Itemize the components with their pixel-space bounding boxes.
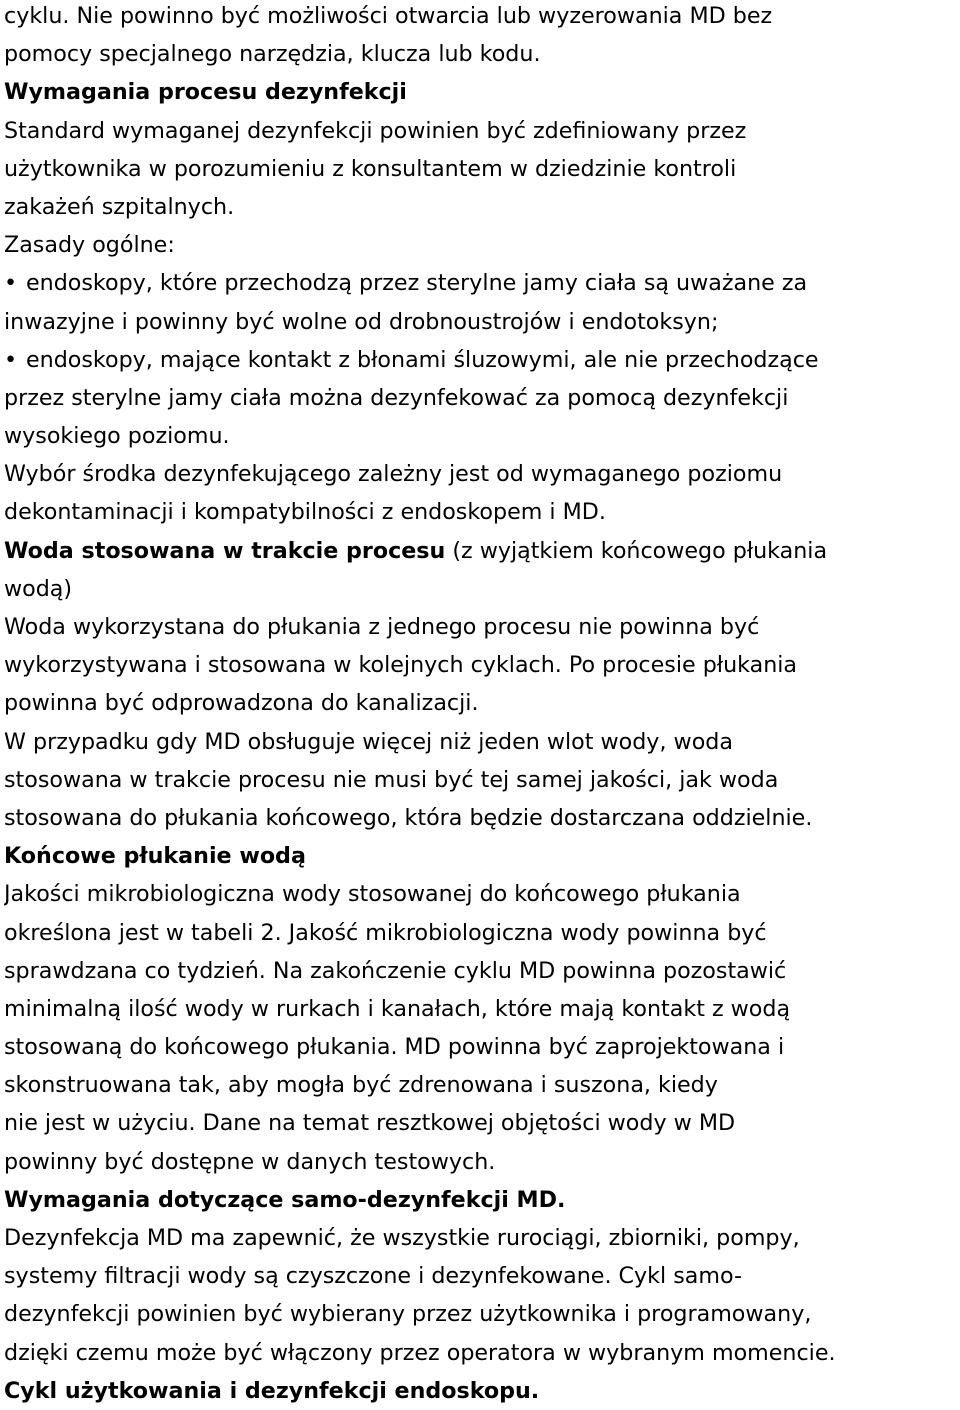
bullet-icon: • xyxy=(4,270,18,297)
text-line: W przypadku gdy MD obsługuje więcej niż jeden wlot wody, woda xyxy=(4,728,733,755)
text-line: zakażeń szpitalnych. xyxy=(4,193,235,220)
text-line: określona jest w tabeli 2. Jakość mikrobiologiczna wody powinna być xyxy=(4,919,767,946)
text-line: przez sterylne jamy ciała można dezynfekować za pomocą dezynfekcji xyxy=(4,384,789,411)
text-line: dzięki czemu może być włączony przez operatora w wybranym momencie. xyxy=(4,1339,836,1366)
text-line: wodą) xyxy=(4,575,73,602)
mixed-line xyxy=(4,532,956,570)
text-line: dekontaminacji i kompatybilności z endoskopem i MD. xyxy=(4,499,606,526)
bullet-icon: • xyxy=(4,346,18,373)
text-line: stosowaną do końcowego płukania. MD powinna być zaprojektowana i xyxy=(4,1034,785,1061)
text-line: stosowana do płukania końcowego, która będzie dostarczana oddzielnie. xyxy=(4,804,813,831)
text-line: Jakości mikrobiologiczna wody stosowanej do końcowego płukania xyxy=(4,881,741,908)
text-line: inwazyjne i powinny być wolne od drobnoustrojów i endotoksyn; xyxy=(4,308,719,335)
text-line: minimalną ilość wody w rurkach i kanałach, które mają kontakt z wodą xyxy=(4,995,791,1022)
text-line: Dezynfekcja MD ma zapewnić, że wszystkie rurociągi, zbiorniki, pompy, xyxy=(4,1225,800,1251)
text-line: cyklu. Nie powinno być możliwości otwarcia lub wyzerowania MD bez xyxy=(4,3,773,29)
section-heading: Cykl użytkowania i dezynfekcji endoskopu. xyxy=(4,1377,540,1404)
bullet-item xyxy=(4,264,956,302)
text-line: wysokiego poziomu. xyxy=(4,423,230,450)
bullet-text: endoskopy, mające kontakt z błonami śluzowymi, ale nie przechodzące xyxy=(26,346,819,373)
text-line: powinny być dostępne w danych testowych. xyxy=(4,1148,496,1175)
text-line: Wybór środka dezynfekującego zależny jest od wymaganego poziomu xyxy=(4,461,783,488)
text-line: dezynfekcji powinien być wybierany przez użytkownika i programowany, xyxy=(4,1301,812,1328)
section-heading: Wymagania dotyczące samo-dezynfekcji MD. xyxy=(4,1186,566,1213)
text-line: nie jest w użyciu. Dane na temat resztkowej objętości wody w MD xyxy=(4,1110,736,1137)
bullet-item xyxy=(4,341,956,379)
section-heading: Wymagania procesu dezynfekcji xyxy=(4,79,407,106)
text-line: stosowana w trakcie procesu nie musi być tej samej jakości, jak woda xyxy=(4,766,779,793)
text-line: pomocy specjalnego narzędzia, klucza lub kodu. xyxy=(4,41,541,68)
text-line: systemy filtracji wody są czyszczone i dezynfekowane. Cykl samo- xyxy=(4,1263,742,1290)
text-line: wykorzystywana i stosowana w kolejnych cyklach. Po procesie płukania xyxy=(4,652,798,679)
text-line: Zasady ogólne: xyxy=(4,232,175,259)
text-line: sprawdzana co tydzień. Na zakończenie cyklu MD powinna pozostawić xyxy=(4,957,787,984)
text-line: powinna być odprowadzona do kanalizacji. xyxy=(4,690,479,717)
text-line: skonstruowana tak, aby mogła być zdrenowana i suszona, kiedy xyxy=(4,1072,718,1099)
text-line: Woda wykorzystana do płukania z jednego procesu nie powinna być xyxy=(4,614,760,640)
section-heading: Woda stosowana w trakcie procesu xyxy=(4,537,446,564)
text-line: Standard wymaganej dezynfekcji powinien być zdefiniowany przez xyxy=(4,117,747,144)
bullet-text: endoskopy, które przechodzą przez sterylne jamy ciała są uważane za xyxy=(26,270,808,297)
heading-note: (z wyjątkiem końcowego płukania xyxy=(445,537,828,564)
section-heading: Końcowe płukanie wodą xyxy=(4,843,306,870)
text-line: użytkownika w porozumieniu z konsultantem w dziedzinie kontroli xyxy=(4,155,737,182)
